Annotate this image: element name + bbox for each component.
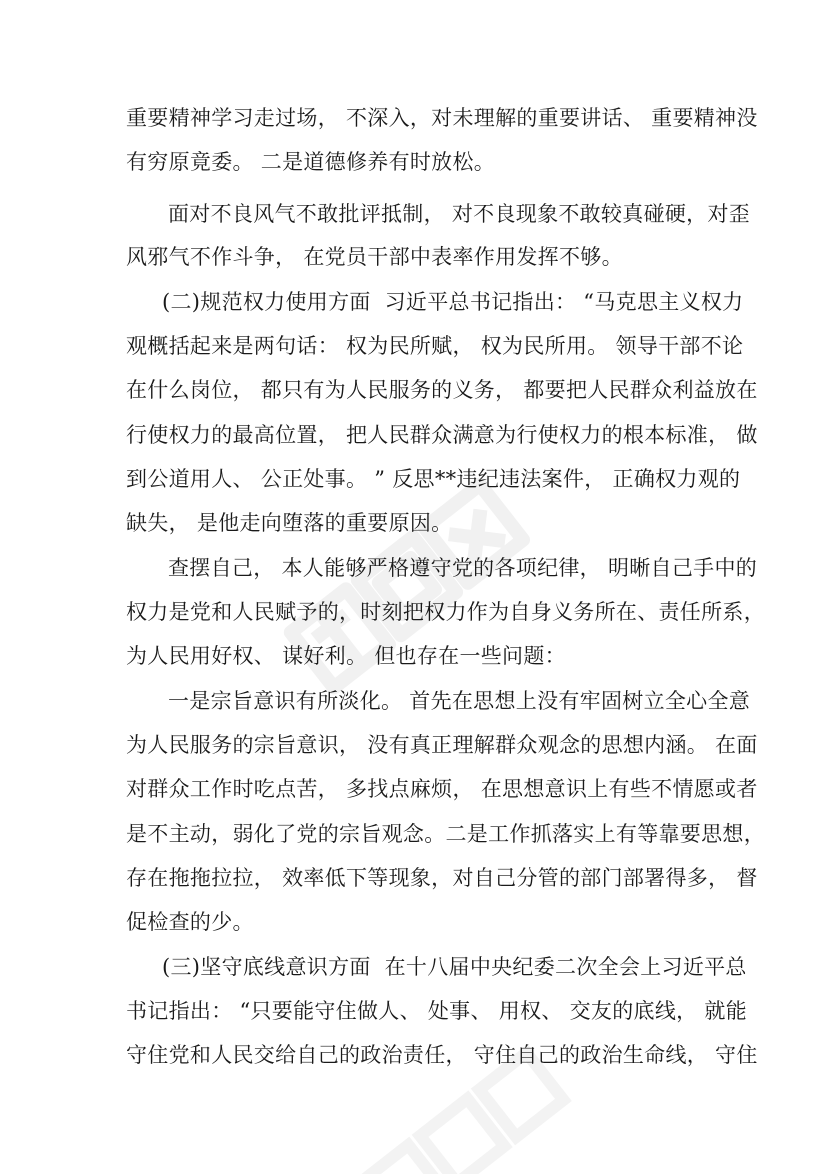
section-heading-line: (二)规范权力使用方面 习近平总书记指出： “马克思主义权力 <box>162 290 744 314</box>
text-line: 到公道用人、 公正处事。 ” 反思**违纪违法案件， 正确权力观的 <box>126 467 741 491</box>
section-heading-line: (三)坚守底线意识方面 在十八届中央纪委二次全会上习近平总 <box>162 955 747 979</box>
text-line: 是不主动，弱化了党的宗旨观念。二是工作抓落实上有等靠要思想， <box>126 822 765 846</box>
text-line: 守住党和人民交给自己的政治责任， 守住自己的政治生命线， 守住 <box>126 1043 758 1067</box>
paragraph-first-line: 一是宗旨意识有所淡化。 首先在思想上没有牢固树立全心全意 <box>168 689 751 713</box>
text-line: 权力是党和人民赋予的，时刻把权力作为自身义务所在、责任所系， <box>126 600 765 624</box>
text-line: 重要精神学习走过场， 不深入，对未理解的重要讲话、 重要精神没 <box>126 106 758 130</box>
paragraph-first-line: 查摆自己， 本人能够严格遵守党的各项纪律， 明晰自己手中的 <box>168 556 758 580</box>
text-line: 在什么岗位， 都只有为人民服务的义务， 都要把人民群众利益放在 <box>126 378 758 402</box>
text-line: 风邪气不作斗争， 在党员干部中表率作用发挥不够。 <box>126 245 623 269</box>
text-line: 存在拖拖拉拉， 效率低下等现象，对自己分管的部门部署得多， 督 <box>126 866 758 890</box>
text-line: 有穷原竟委。 二是道德修养有时放松。 <box>126 150 496 174</box>
text-line: 为人民服务的宗旨意识， 没有真正理解群众观念的思想内涵。 在面 <box>126 733 758 757</box>
text-line: 行使权力的最高位置， 把人民群众满意为行使权力的根本标准， 做 <box>126 423 758 447</box>
text-line: 观概括起来是两句话： 权为民所赋， 权为民所用。 领导干部不论 <box>126 334 744 358</box>
text-line: 促检查的少。 <box>126 910 254 934</box>
text-line: 为人民用好权、 谋好利。 但也存在一些问题： <box>126 644 566 668</box>
text-line: 缺失， 是他走向堕落的重要原因。 <box>126 511 453 535</box>
text-line: 对群众工作时吃点苦， 多找点麻烦， 在思想意识上有些不情愿或者 <box>126 777 758 801</box>
paragraph-first-line: 面对不良风气不敢批评抵制， 对不良现象不敢较真碰硬，对歪 <box>168 202 751 226</box>
text-line: 书记指出： “只要能守住做人、 处事、 用权、 交友的底线， 就能 <box>126 999 748 1023</box>
